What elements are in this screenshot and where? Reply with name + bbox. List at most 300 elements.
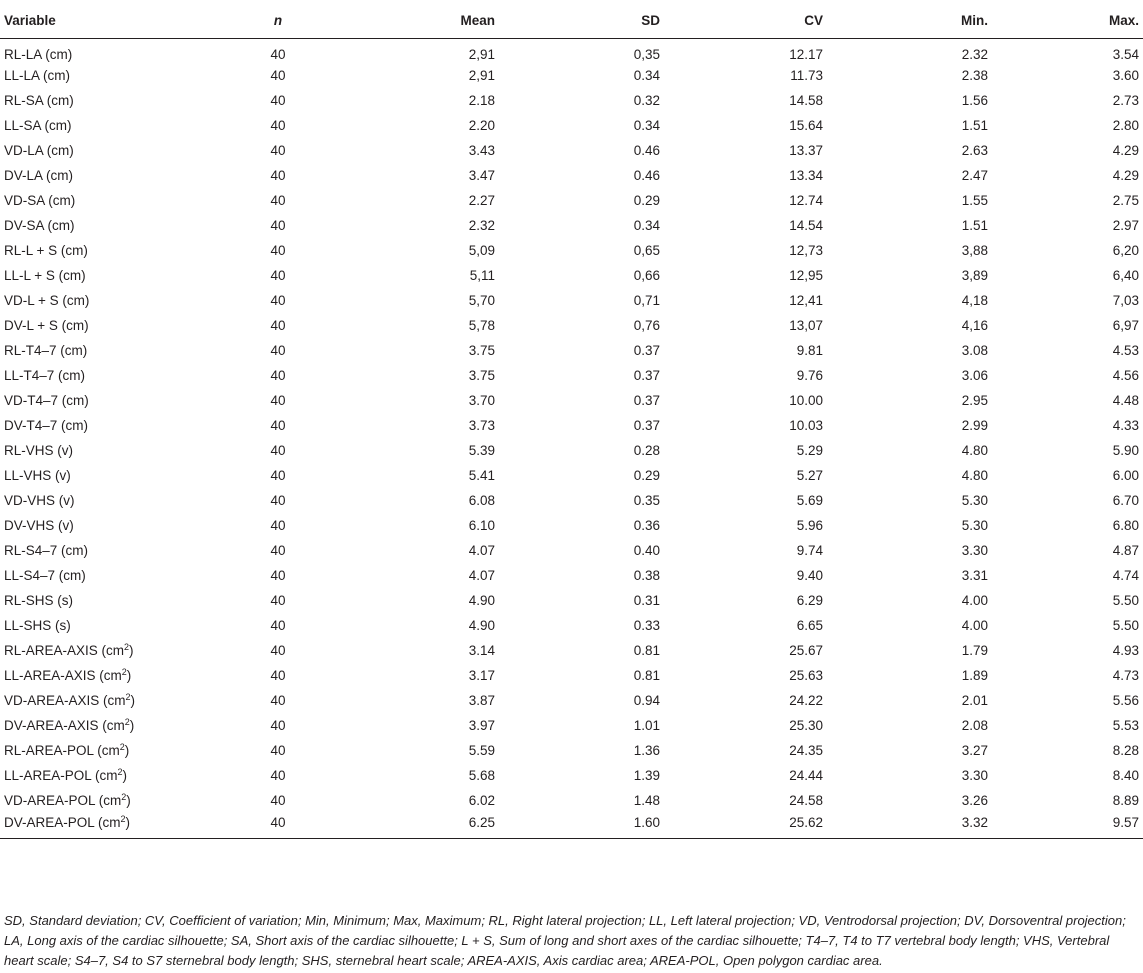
cell-sd [499,688,664,713]
cell-sd-text: 0,66 [633,268,660,283]
table-row [0,688,1143,713]
cell-mean-text: 4.07 [468,543,495,558]
cell-max [992,788,1143,813]
cell-min [827,313,992,338]
cell-sd-text: 1.36 [633,743,660,758]
cell-variable-text: RL-L + S (cm) [4,243,88,258]
cell-sd-text: 0.32 [633,93,660,108]
cell-max-text: 4.74 [1112,568,1139,583]
cell-max [992,738,1143,763]
cell-sd-text: 0.35 [633,493,660,508]
cell-min [827,288,992,313]
cell-variable [0,563,190,588]
cell-max-text: 3.60 [1112,68,1139,83]
cell-sd-text: 0.36 [633,518,660,533]
cell-min [827,338,992,363]
cell-cv [664,488,827,513]
cell-variable [0,138,190,163]
cell-min-text: 2.99 [961,418,988,433]
cell-sd [499,213,664,238]
cell-mean [366,413,499,438]
cell-cv-text: 12,73 [789,243,823,258]
cell-variable-text: LL-T4–7 (cm) [4,368,86,383]
cell-cv [664,63,827,88]
cell-sd-text: 0.29 [633,468,660,483]
cell-variable-text: DV-SA (cm) [4,218,75,233]
unit-superscript: 2 [124,642,130,652]
cell-cv-text: 14.54 [789,218,823,233]
closing-paren: ) [126,668,132,683]
cell-n [190,363,366,388]
cell-min-text: 3.27 [961,743,988,758]
cell-min [827,213,992,238]
cell-max [992,538,1143,563]
cell-n-text: 40 [270,193,286,208]
cell-variable [0,588,190,613]
cell-mean-text: 5.39 [468,443,495,458]
cell-sd-text: 1.39 [633,768,660,783]
closing-paren: ) [122,768,128,783]
cell-cv-text: 5.69 [796,493,823,508]
cell-sd-text: 0.37 [633,343,660,358]
cell-sd-text: 0.94 [633,693,660,708]
cell-cv-text: 9.76 [796,368,823,383]
unit-superscript: 2 [121,667,127,677]
cell-min-text: 2.63 [961,143,988,158]
table-row [0,788,1143,813]
cell-n-text: 40 [270,118,286,133]
cell-min-text: 1.56 [961,93,988,108]
cell-n-text: 40 [270,47,286,63]
cell-n [190,113,366,138]
cell-sd-text: 0.46 [633,143,660,158]
cell-mean-text: 2.27 [468,193,495,208]
table-row [0,488,1143,513]
cell-mean-text: 5.68 [468,768,495,783]
cell-min-text: 2.38 [961,68,988,83]
cell-sd [499,238,664,263]
cell-variable [0,413,190,438]
cell-max [992,488,1143,513]
cell-n [190,388,366,413]
cell-min [827,713,992,738]
cell-cv-text: 13,07 [789,318,823,333]
cell-variable [0,288,190,313]
cell-min [827,738,992,763]
cell-cv [664,538,827,563]
cell-mean-text: 3.75 [468,368,495,383]
cell-max-text: 4.48 [1112,393,1139,408]
cell-mean [366,263,499,288]
cell-n-text: 40 [270,693,286,708]
cell-mean [366,313,499,338]
table-row [0,588,1143,613]
cell-cv [664,163,827,188]
cell-n [190,38,366,63]
cell-cv-text: 12.74 [789,193,823,208]
cell-mean [366,638,499,663]
cell-cv-text: 11.73 [790,68,823,83]
cell-cv [664,263,827,288]
cell-n-text: 40 [270,493,286,508]
cell-cv-text: 10.03 [789,418,823,433]
cell-n [190,613,366,638]
cell-n [190,813,366,838]
cell-sd [499,613,664,638]
cell-variable [0,338,190,363]
cell-n-text: 40 [270,743,286,758]
cell-max [992,688,1143,713]
table-row [0,138,1143,163]
cell-min-text: 2.32 [961,47,988,63]
cell-cv [664,188,827,213]
cell-cv [664,788,827,813]
cell-n [190,463,366,488]
table-row [0,388,1143,413]
cell-min [827,388,992,413]
cell-min-text: 2.47 [961,168,988,183]
cell-variable [0,738,190,763]
cell-sd-text: 0.34 [633,218,660,233]
cell-variable-text: DV-AREA-POL (cm [4,814,121,830]
cell-sd [499,763,664,788]
cell-max [992,213,1143,238]
cell-mean-text: 4.90 [468,618,495,633]
cell-n [190,238,366,263]
cell-variable [0,438,190,463]
cell-sd [499,638,664,663]
table-row [0,538,1143,563]
cell-cv [664,663,827,688]
table-row [0,663,1143,688]
cell-min-text: 3.08 [961,343,988,358]
cell-mean-text: 5,70 [468,293,495,308]
cell-cv-text: 9.40 [796,568,823,583]
cell-cv [664,338,827,363]
cell-n [190,488,366,513]
cell-n-text: 40 [270,668,286,683]
cell-variable [0,213,190,238]
cell-sd [499,513,664,538]
table-row [0,813,1143,838]
statistics-table [0,4,1143,839]
cell-mean [366,213,499,238]
cell-min [827,488,992,513]
cell-min-text: 5.30 [961,493,988,508]
cell-cv-text: 12.17 [789,47,823,63]
unit-superscript: 2 [120,813,126,824]
cell-max-text: 2.73 [1112,93,1139,108]
cell-n [190,263,366,288]
cell-variable-text: VD-VHS (v) [4,493,75,508]
cell-n-text: 40 [270,343,286,358]
cell-n [190,213,366,238]
cell-variable-text: RL-VHS (v) [4,443,74,458]
cell-sd [499,413,664,438]
table-row [0,763,1143,788]
cell-n [190,413,366,438]
cell-sd-text: 0.81 [633,643,660,658]
cell-variable-text: VD-AREA-POL (cm [4,793,122,808]
unit-superscript: 2 [124,717,130,727]
closing-paren: ) [129,643,134,658]
cell-n [190,513,366,538]
cell-min [827,263,992,288]
cell-mean-text: 3.97 [468,718,495,733]
cell-cv-text: 24.58 [789,793,823,808]
cell-cv [664,613,827,638]
cell-mean-text: 5,11 [469,268,495,283]
cell-mean [366,738,499,763]
cell-min-text: 2.08 [961,718,988,733]
cell-cv [664,513,827,538]
cell-cv [664,363,827,388]
table-row [0,88,1143,113]
unit-superscript: 2 [121,792,127,802]
table-row [0,238,1143,263]
cell-variable [0,638,190,663]
cell-mean-text: 3.75 [468,343,495,358]
cell-n [190,188,366,213]
cell-sd [499,288,664,313]
cell-max-text: 3.54 [1112,47,1139,63]
cell-min [827,813,992,838]
cell-max [992,613,1143,638]
cell-min-text: 3.31 [961,568,988,583]
cell-sd-text: 0,76 [633,318,660,333]
cell-mean [366,388,499,413]
unit-superscript: 2 [117,767,123,777]
cell-min [827,238,992,263]
cell-max [992,338,1143,363]
cell-min [827,188,992,213]
cell-mean [366,338,499,363]
cell-max [992,163,1143,188]
cell-variable [0,513,190,538]
cell-sd [499,538,664,563]
cell-variable-text: VD-L + S (cm) [4,293,90,308]
cell-mean-text: 2,91 [468,68,495,83]
cell-cv-text: 12,95 [789,268,823,283]
cell-variable [0,688,190,713]
cell-mean [366,138,499,163]
cell-sd [499,338,664,363]
cell-max-text: 8.89 [1112,793,1139,808]
cell-max-text: 2.97 [1112,218,1139,233]
cell-max-text: 5.50 [1112,593,1139,608]
cell-cv [664,238,827,263]
cell-min [827,113,992,138]
cell-sd-text: 0,65 [633,243,660,258]
cell-min-text: 3,89 [961,268,988,283]
cell-sd [499,38,664,63]
cell-min-text: 2.95 [961,393,988,408]
cell-cv [664,463,827,488]
cell-variable [0,788,190,813]
table-row [0,638,1143,663]
cell-max [992,463,1143,488]
cell-sd-text: 0.46 [633,168,660,183]
cell-sd-text: 0.37 [633,418,660,433]
cell-variable-text: RL-AREA-AXIS (cm [4,643,125,658]
cell-sd [499,463,664,488]
cell-max-text: 2.75 [1112,193,1139,208]
cell-cv [664,738,827,763]
cell-sd-text: 0.81 [633,668,660,683]
table-body [0,38,1143,838]
cell-n [190,163,366,188]
cell-cv [664,213,827,238]
header-min: Min. [827,4,992,38]
cell-variable [0,263,190,288]
cell-mean-text: 3.70 [468,393,495,408]
closing-paren: ) [125,814,131,830]
cell-min [827,563,992,588]
unit-superscript: 2 [125,692,131,702]
cell-mean-text: 3.87 [468,693,495,708]
cell-cv-text: 13.37 [789,143,823,158]
cell-n-text: 40 [270,393,286,408]
cell-max [992,413,1143,438]
cell-cv-text: 25.30 [789,718,823,733]
cell-n-text: 40 [270,814,286,830]
cell-max [992,113,1143,138]
cell-mean-text: 6.08 [468,493,495,508]
cell-min [827,163,992,188]
cell-sd [499,163,664,188]
cell-mean-text: 5,09 [468,243,495,258]
cell-variable-text: DV-T4–7 (cm) [4,418,89,433]
cell-cv-text: 25.63 [789,668,823,683]
cell-n-text: 40 [270,718,286,733]
cell-variable [0,713,190,738]
cell-cv-text: 13.34 [789,168,823,183]
cell-max-text: 6.70 [1112,493,1139,508]
cell-n [190,788,366,813]
cell-min [827,588,992,613]
cell-cv [664,588,827,613]
header-row [0,4,1143,38]
cell-max [992,38,1143,63]
cell-cv-text: 9.74 [796,543,823,558]
cell-max [992,763,1143,788]
cell-max [992,388,1143,413]
table-row [0,38,1143,63]
cell-max [992,513,1143,538]
cell-max-text: 6.00 [1112,468,1139,483]
cell-variable [0,163,190,188]
cell-cv-text: 15.64 [789,118,823,133]
cell-min [827,788,992,813]
table-row [0,713,1143,738]
cell-mean-text: 6.25 [468,814,495,830]
cell-cv [664,563,827,588]
cell-max [992,663,1143,688]
cell-variable-text: RL-S4–7 (cm) [4,543,89,558]
cell-n [190,563,366,588]
cell-max [992,363,1143,388]
cell-sd-text: 0,71 [633,293,660,308]
cell-max [992,238,1143,263]
cell-sd [499,663,664,688]
cell-min [827,63,992,88]
cell-min [827,513,992,538]
cell-min [827,413,992,438]
cell-cv-text: 24.44 [789,768,823,783]
cell-variable [0,613,190,638]
cell-min [827,613,992,638]
cell-variable [0,88,190,113]
cell-mean [366,88,499,113]
cell-sd [499,363,664,388]
cell-variable-text: DV-LA (cm) [4,168,74,183]
cell-max-text: 8.40 [1112,768,1139,783]
cell-n-text: 40 [270,443,286,458]
cell-n-text: 40 [270,768,286,783]
cell-variable [0,113,190,138]
cell-mean [366,288,499,313]
cell-n [190,63,366,88]
cell-max [992,288,1143,313]
closing-paren: ) [129,718,135,733]
cell-cv-text: 5.27 [796,468,823,483]
cell-mean-text: 3.14 [468,643,495,658]
table-row [0,463,1143,488]
cell-min [827,638,992,663]
cell-sd-text: 0.31 [633,593,660,608]
cell-n-text: 40 [270,643,286,658]
cell-variable [0,488,190,513]
cell-cv-text: 9.81 [796,343,823,358]
cell-variable [0,388,190,413]
table-row [0,513,1143,538]
cell-variable [0,63,190,88]
cell-mean [366,538,499,563]
cell-sd [499,588,664,613]
cell-n-text: 40 [270,68,286,83]
cell-sd [499,713,664,738]
table-row [0,213,1143,238]
cell-max-text: 4.93 [1112,643,1139,658]
cell-max-text: 4.73 [1112,668,1139,683]
cell-cv [664,688,827,713]
cell-variable-text: LL-SHS (s) [4,618,71,633]
cell-variable-text: LL-AREA-AXIS (cm [4,668,122,683]
cell-mean-text: 5.41 [468,468,495,483]
cell-cv-text: 6.29 [796,593,823,608]
cell-sd-text: 0.37 [633,393,660,408]
cell-sd [499,388,664,413]
header-mean: Mean [366,4,499,38]
cell-sd [499,313,664,338]
cell-cv [664,113,827,138]
table-row [0,163,1143,188]
table-row [0,263,1143,288]
cell-n [190,313,366,338]
cell-sd [499,438,664,463]
cell-n-text: 40 [270,468,286,483]
cell-sd [499,263,664,288]
cell-cv [664,413,827,438]
cell-sd-text: 0,35 [633,47,660,63]
cell-min-text: 4,16 [961,318,988,333]
cell-sd [499,63,664,88]
cell-n [190,738,366,763]
cell-mean [366,488,499,513]
cell-variable-text: RL-T4–7 (cm) [4,343,88,358]
cell-min-text: 1.79 [961,643,988,658]
cell-cv [664,288,827,313]
